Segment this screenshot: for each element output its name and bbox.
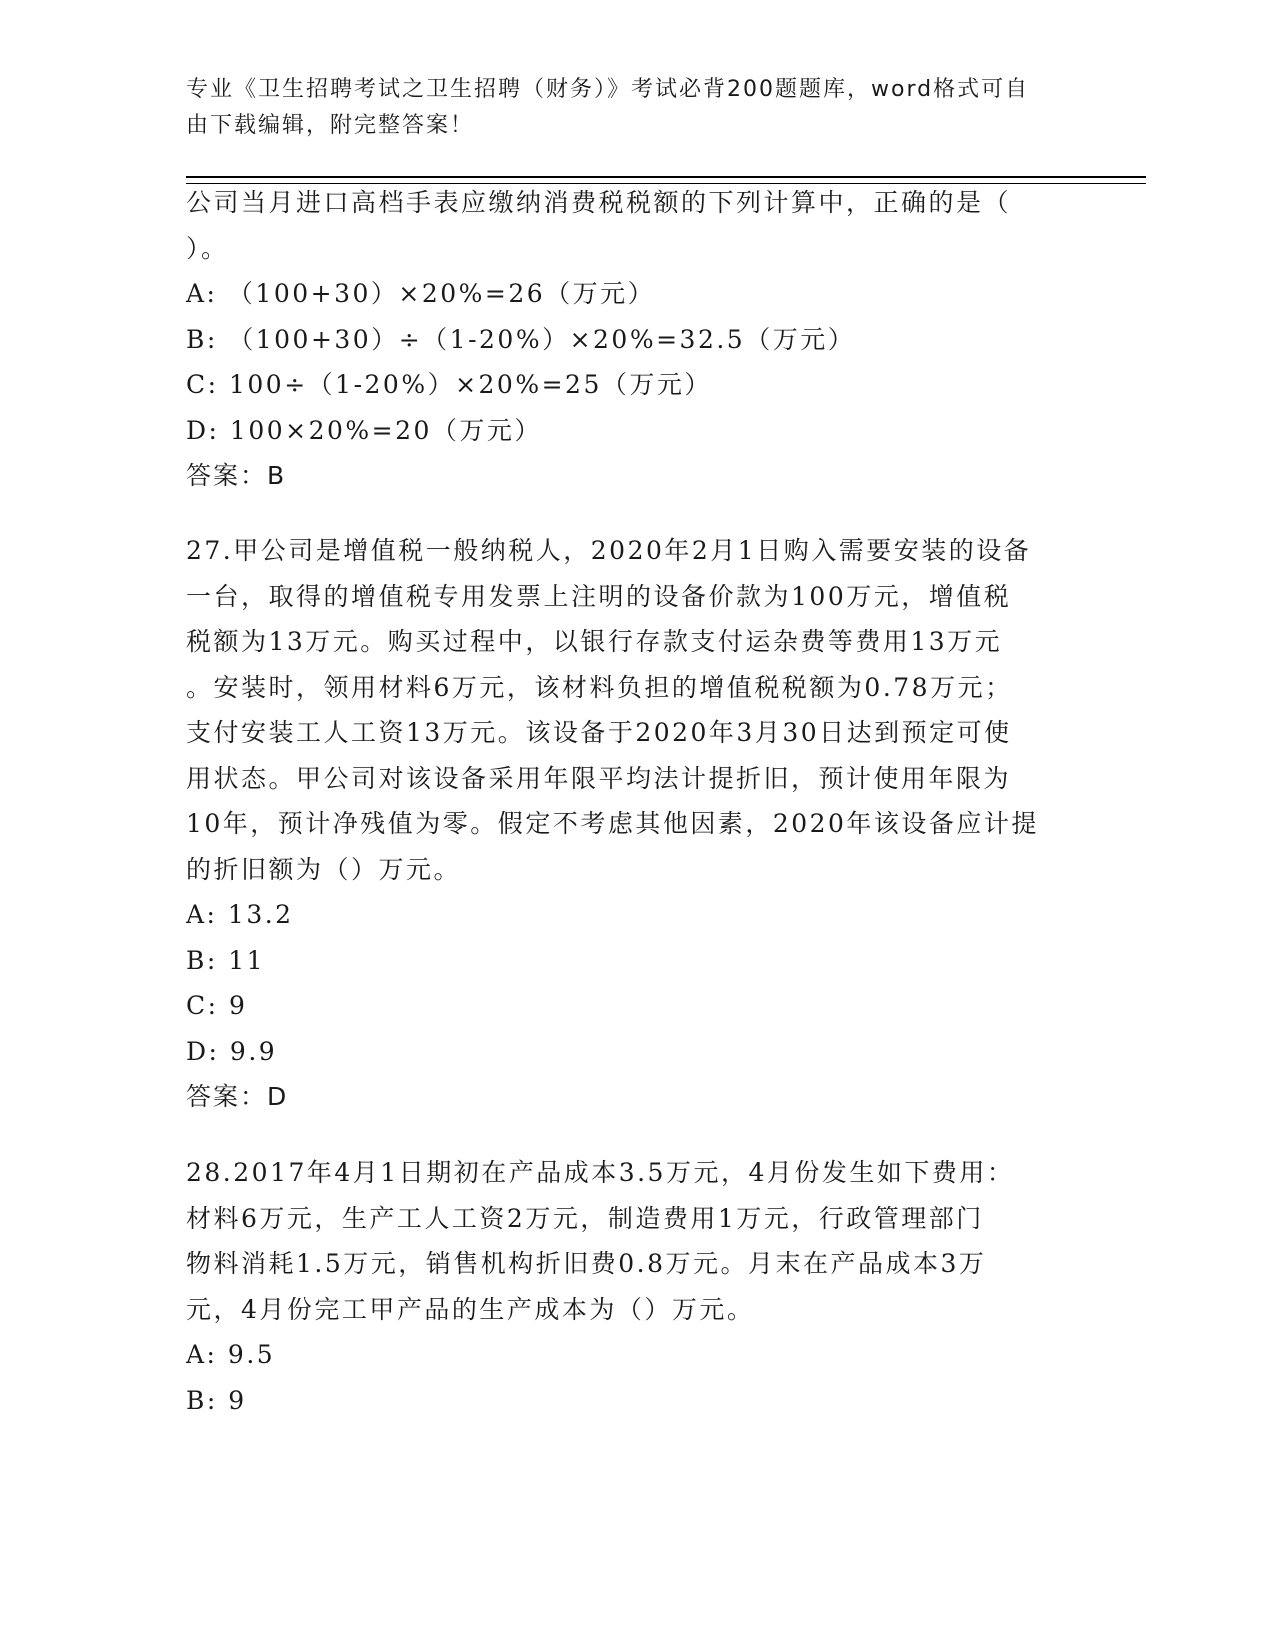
question-stem-line: 用状态。甲公司对该设备采用年限平均法计提折旧，预计使用年限为	[186, 763, 1012, 793]
question-26	[186, 180, 1086, 499]
document-header	[186, 72, 1066, 144]
question-28	[186, 1150, 1086, 1423]
option-d: D: 100×20%=20（万元）	[186, 415, 542, 445]
question-28-stem	[186, 1150, 1086, 1332]
question-stem-line: 物料消耗1.5万元，销售机构折旧费0.8万元。月末在产品成本3万	[186, 1249, 987, 1278]
question-stem-line: 支付安装工人工资13万元。该设备于2020年3月30日达到预定可使	[186, 718, 1012, 747]
answer-label: 答案：D	[186, 1082, 289, 1111]
question-stem-line: 27.甲公司是增值税一般纳税人，2020年2月1日购入需要安装的设备	[186, 536, 1032, 565]
header-line-2: 由下载编辑，附完整答案！	[186, 113, 475, 138]
header-line-1: 专业《卫生招聘考试之卫生招聘（财务）》考试必背200题题库，word格式可自	[186, 77, 1030, 102]
question-stem-line: 公司当月进口高档手表应缴纳消费税税额的下列计算中，正确的是（	[186, 188, 1012, 217]
question-26-stem	[186, 180, 1086, 271]
question-stem-line: ）。	[186, 233, 229, 263]
question-stem-line: 税额为13万元。购买过程中，以银行存款支付运杂费等费用13万元	[186, 627, 1003, 656]
question-stem-line: 。安装时，领用材料6万元，该材料负担的增值税税额为0.78万元；	[186, 672, 1013, 702]
question-stem-line: 10年，预计净残值为零。假定不考虑其他因素，2020年该设备应计提	[186, 809, 1039, 838]
option-d: D: 9.9	[186, 1036, 278, 1066]
question-stem-line: 28.2017年4月1日期初在产品成本3.5万元，4月份发生如下费用：	[186, 1158, 1015, 1187]
option-c: C: 100÷（1-20%）×20%=25（万元）	[186, 370, 712, 399]
header-divider-thick	[186, 176, 1146, 178]
option-a: A: 9.5	[186, 1340, 276, 1369]
option-b: B: （100+30）÷（1-20%）×20%=32.5（万元）	[186, 324, 856, 354]
question-stem-line: 元，4月份完工甲产品的生产成本为（）万元。	[186, 1294, 755, 1324]
answer-label: 答案：B	[186, 461, 287, 490]
question-27	[186, 528, 1086, 1120]
option-b: B: 11	[186, 945, 266, 975]
option-b: B: 9	[186, 1385, 247, 1415]
question-stem-line: 材料6万元，生产工人工资2万元，制造费用1万元，行政管理部门	[186, 1203, 984, 1233]
question-stem-line: 的折旧额为（）万元。	[186, 854, 462, 884]
question-stem-line: 一台，取得的增值税专用发票上注明的设备价款为100万元，增值税	[186, 581, 1012, 611]
option-c: C: 9	[186, 991, 248, 1020]
question-27-stem	[186, 528, 1086, 892]
option-a: A: （100+30）×20%=26（万元）	[186, 279, 656, 308]
option-a: A: 13.2	[186, 900, 294, 929]
